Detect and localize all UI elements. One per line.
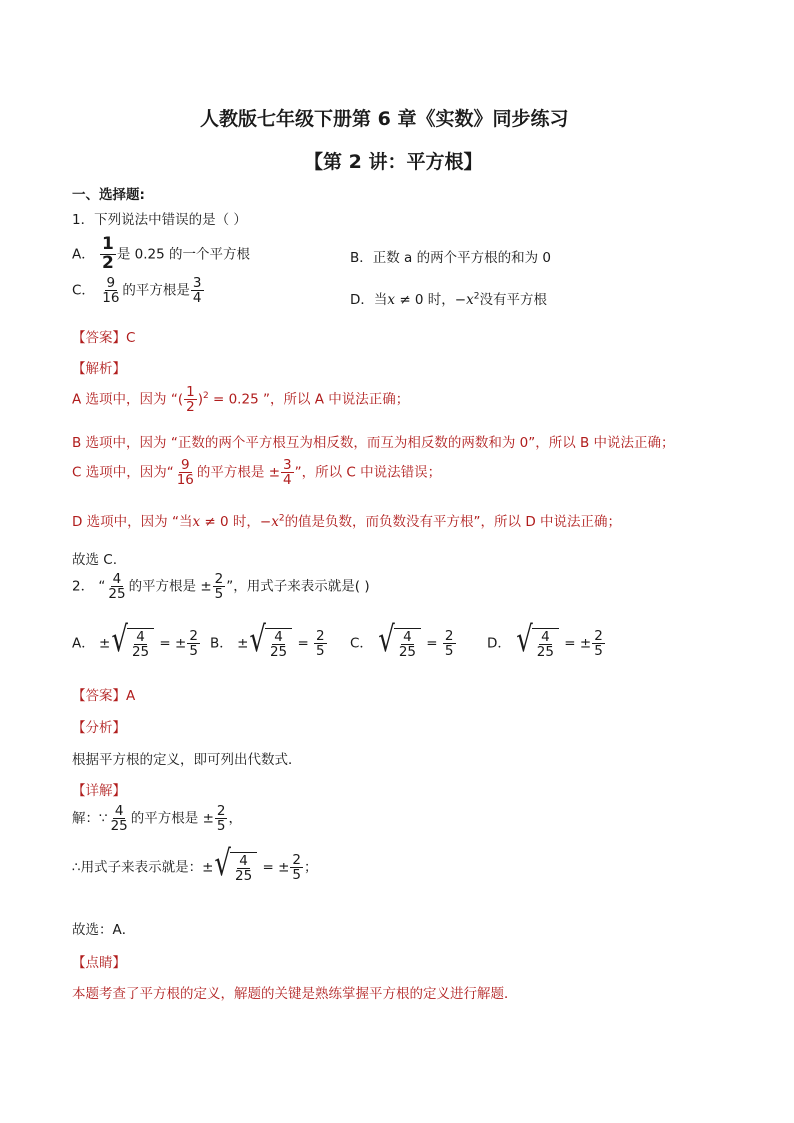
q2-option-c: C． √ $\frac{4}{25}$ = $\frac{2}{5}$	[350, 619, 454, 661]
section-heading: 一、选择题:	[72, 187, 145, 203]
q2-therefore-line: ∴用式子来表示就是：± √ $\frac{4}{25}$ = ± $\frac{2}{5}$ ；	[72, 843, 318, 885]
q2-conclusion: 故选：A．	[72, 922, 136, 938]
q2-dianjing-heading: 【点睛】	[72, 955, 126, 971]
q2-fenxi-text: 根据平方根的定义，即可列出代数式．	[72, 752, 302, 768]
q1-explain-c: C 选项中，因为“ $\frac{9}{16}$ 的平方根是 ± $\frac{3}{4}$ ”，所以 C 中说法错误；	[72, 457, 442, 489]
lesson-subtitle: 【第 2 讲：平方根】	[304, 151, 483, 173]
q2-fenxi-heading: 【分析】	[72, 720, 126, 736]
q1-analysis-heading: 【解析】	[72, 361, 126, 377]
q2-option-d: D． √ $\frac{4}{25}$ = ± $\frac{2}{5}$	[487, 619, 603, 661]
q1-option-b: B．正数 a 的两个平方根的和为 0	[350, 250, 552, 266]
q1-option-c: C． $\frac{9}{16}$ 的平方根是 $\frac{3}{4}$	[72, 275, 202, 307]
q1-explain-b: B 选项中，因为 “正数的两个平方根互为相反数，而互为相反数的两数和为 0”，所以 B 中说法正确；	[72, 435, 675, 451]
q1-conclusion: 故选 C.	[72, 552, 118, 568]
q2-option-a: A． ± √ $\frac{4}{25}$ = ± $\frac{2}{5}$	[72, 619, 198, 661]
fraction: $\frac{1}{2}$	[102, 234, 114, 273]
q1-explain-d: D 选项中，因为 “当x ≠ 0 时，$-x^2$的值是负数，而负数没有平方根”，所以 D 中说法正确；	[72, 513, 622, 530]
q2-xiangjie-heading: 【详解】	[72, 783, 126, 799]
q1-option-d: D．当x ≠ 0 时，$-x^2$没有平方根	[350, 291, 547, 308]
q1-answer: 【答案】C	[72, 330, 136, 346]
q1-stem: 1．下列说法中错误的是（ ）	[72, 212, 247, 228]
q1-option-a: A． $\frac{1}{2}$ 是 0.25 的一个平方根	[72, 234, 251, 273]
q1-explain-a: A 选项中，因为 “( $\frac{1}{2}$ )$^2$ = 0.25 ”，所以 A 中说法正确；	[72, 384, 410, 416]
page-title: 人教版七年级下册第 6 章《实数》同步练习	[200, 108, 569, 130]
q2-stem: 2． “ $\frac{4}{25}$ 的平方根是 ± $\frac{2}{5}$ ”，用式子来表示就是( )	[72, 571, 370, 603]
q2-option-b: B． ± √ $\frac{4}{25}$ = $\frac{2}{5}$	[210, 619, 325, 661]
q2-answer: 【答案】A	[72, 688, 136, 704]
q2-dianjing-text: 本题考查了平方根的定义，解题的关键是熟练掌握平方根的定义进行解题．	[72, 986, 518, 1002]
q2-solution-line: 解：∵ $\frac{4}{25}$ 的平方根是 ± $\frac{2}{5}$ ，	[72, 803, 242, 835]
